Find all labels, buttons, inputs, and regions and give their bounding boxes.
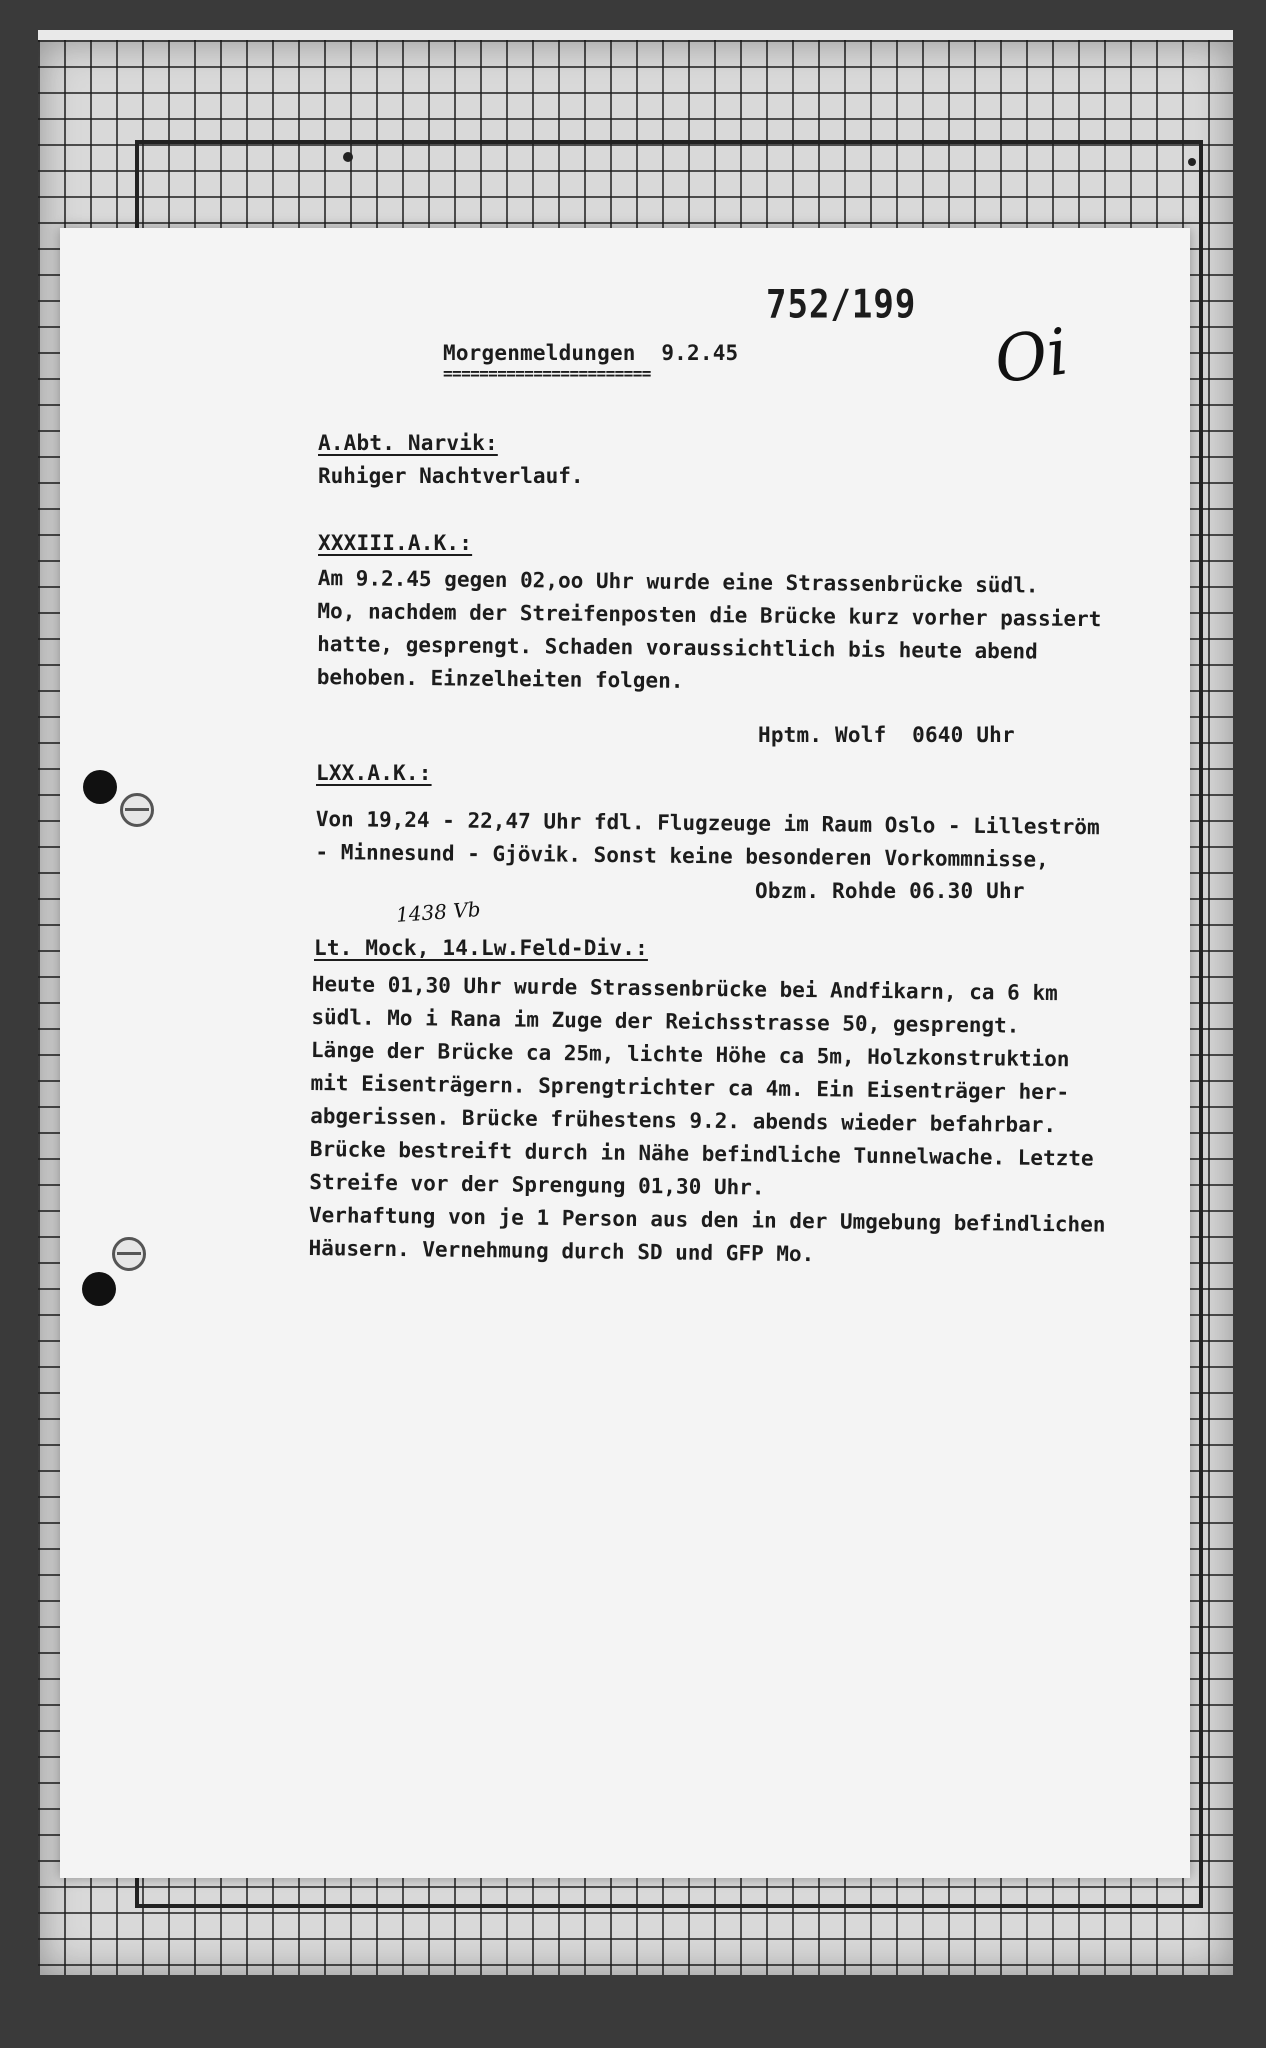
section-heading-lt-mock: Lt. Mock, 14.Lw.Feld-Div.: [314,936,648,960]
report-line: Länge der Brücke ca 25m, lichte Höhe ca 5m, Holzkonstruktion [310,1037,1070,1072]
section-heading-lxx: LXX.A.K.: [316,761,432,785]
handwritten-annotation: 1438 Vb [395,897,482,927]
report-line: Am 9.2.45 gegen 02,oo Uhr wurde eine Strassenbrücke südl. [317,565,1039,598]
punch-hole-reinforcement [120,793,154,827]
report-line: Verhaftung von je 1 Person aus den in der Umgebung befindlichen [308,1202,1106,1237]
typed-report-sheet [60,228,1190,1878]
section-body-narvik [318,460,584,493]
signature-lxx: Obzm. Rohde 06.30 Uhr [755,879,1025,903]
report-line: hatte, gesprengt. Schaden voraussichtlich bis heute abend [317,631,1038,664]
report-line: - Minnesund - Gjövik. Sonst keine besonderen Vorkommnisse, [315,839,1049,872]
report-line: behoben. Einzelheiten folgen. [316,664,684,693]
report-line: Mo, nachdem der Streifenposten die Brücke kurz vorher passiert [317,598,1102,632]
punch-hole [82,1272,116,1306]
section-body-lxx [315,803,1100,877]
punch-hole-reinforcement [112,1237,146,1271]
section-body-xxxiii [317,562,1102,702]
report-line: Von 19,24 - 22,47 Uhr fdl. Flugzeuge im Raum Oslo - Lilleström [315,806,1100,840]
section-body-lt-mock [308,968,1108,1275]
document-number: 752/199 [766,281,917,328]
report-line: südl. Mo i Rana im Zuge der Reichsstrasse 50, gesprengt. [311,1004,1020,1038]
section-heading-narvik: A.Abt. Narvik: [318,431,498,455]
report-line: Brücke bestreift durch in Nähe befindliche Tunnelwache. Letzte [309,1136,1094,1171]
handwritten-initial: Oi [990,315,1073,399]
report-line: Ruhiger Nachtverlauf. [318,464,584,488]
signature-xxxiii: Hptm. Wolf 0640 Uhr [758,723,1015,747]
report-line: Streife vor der Sprengung 01,30 Uhr. [309,1169,765,1200]
staple-mark [343,152,353,162]
report-title-rule: ======================= [443,364,651,383]
report-line: abgerissen. Brücke frühestens 9.2. abends wieder befahrbar. [310,1103,1057,1138]
report-line: mit Eisenträgern. Sprengtrichter ca 4m. Ein Eisenträger her- [310,1070,1070,1105]
staple-mark [1188,158,1196,166]
report-title: Morgenmeldungen 9.2.45 [443,341,739,365]
report-line: Häusern. Vernehmung durch SD und GFP Mo. [308,1235,815,1267]
punch-hole [83,770,117,804]
report-line: Heute 01,30 Uhr wurde Strassenbrücke bei Andfikarn, ca 6 km [311,971,1058,1006]
section-heading-xxxiii: XXXIII.A.K.: [318,531,473,555]
